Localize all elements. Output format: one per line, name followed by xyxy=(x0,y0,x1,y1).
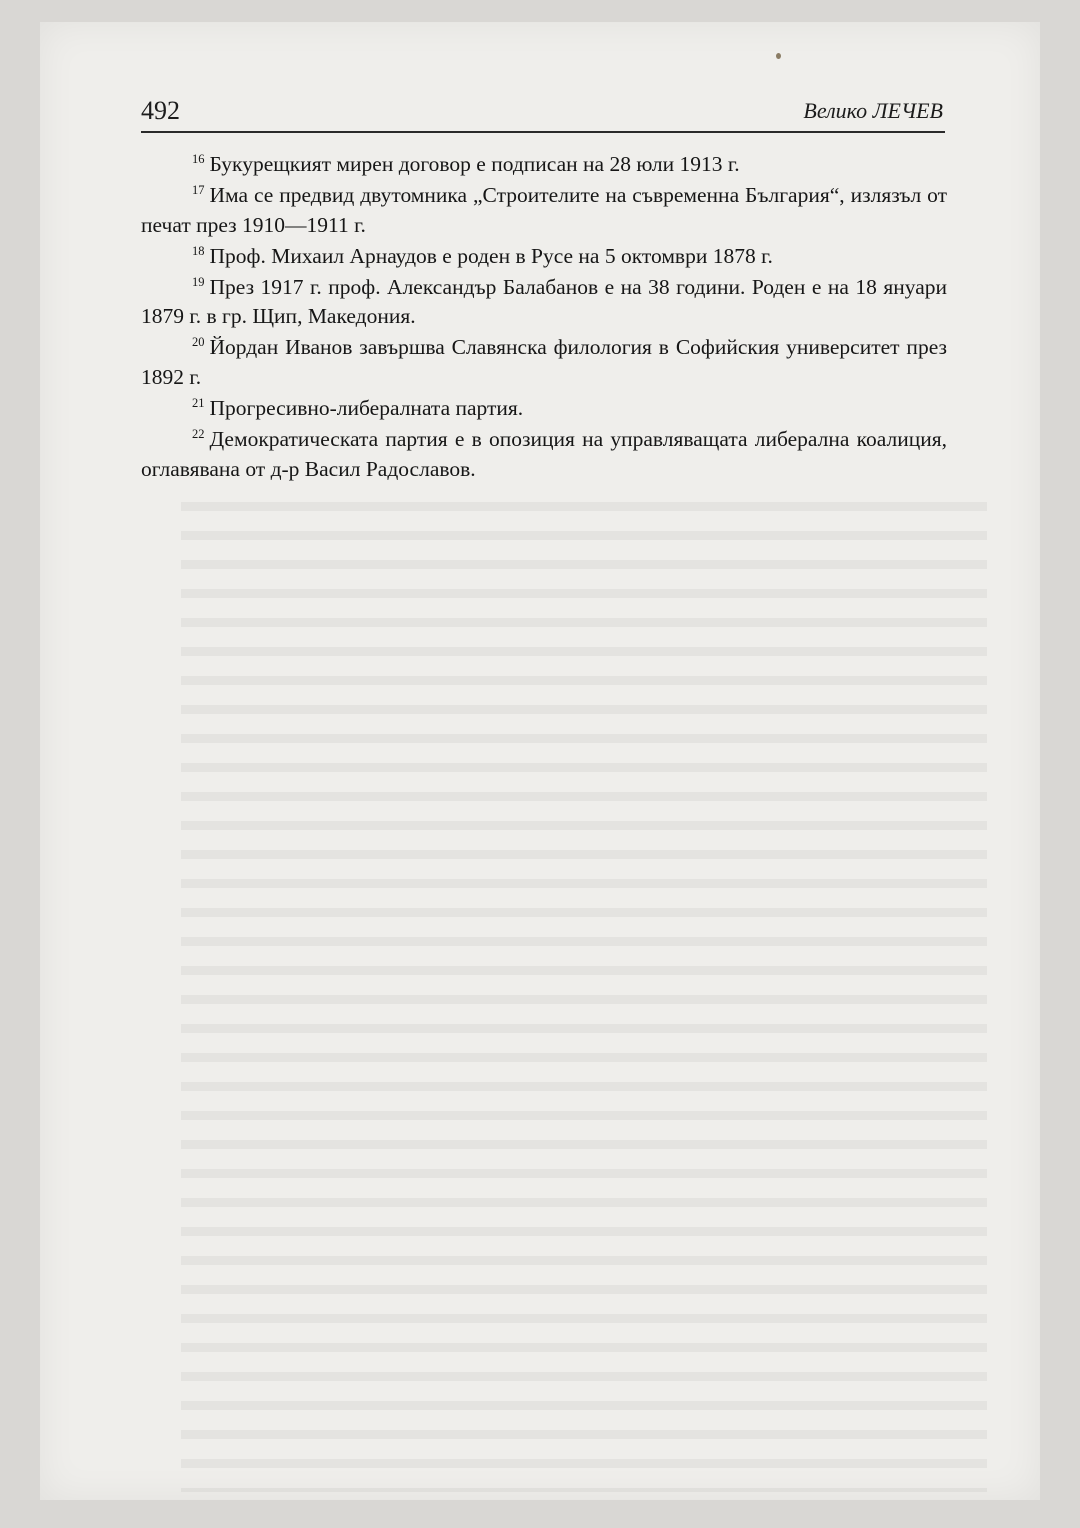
footnote xyxy=(141,333,947,392)
header-rule xyxy=(141,131,945,133)
footnote xyxy=(141,425,947,484)
footnote xyxy=(141,181,947,240)
footnote-text: Йордан Иванов завършва Славянска филология в Софийския университет през 1892 г. xyxy=(141,335,947,389)
page-header xyxy=(141,96,945,130)
footnote xyxy=(141,150,947,180)
bleed-through-texture xyxy=(181,492,987,1492)
footnote-number: 22 xyxy=(192,427,205,442)
footnote-text: Проф. Михаил Арнаудов е роден в Русе на 5 октомври 1878 г. xyxy=(209,243,773,268)
footnote xyxy=(141,242,947,272)
footnote-number: 17 xyxy=(192,183,205,198)
footnote-text: Демократическата партия е в опозиция на управляващата либерална коалиция, оглавявана от д-р Васил Радославов. xyxy=(141,427,947,481)
footnote-number: 16 xyxy=(192,152,205,166)
footnote-number: 19 xyxy=(192,274,205,289)
footnote-text: Прогресивно-либералната партия. xyxy=(209,395,524,420)
footnote-text: Има се предвид двутомника „Строителите на съвременна България“, излязъл от печат през 1910—1911 г. xyxy=(141,183,947,237)
footnotes xyxy=(141,150,947,486)
footnote xyxy=(141,273,947,332)
page-number: 492 xyxy=(141,96,180,125)
footnote-number: 21 xyxy=(192,395,205,410)
ink-speck xyxy=(776,53,781,59)
running-head-author: Велико ЛЕЧЕВ xyxy=(803,98,943,123)
footnote-number: 20 xyxy=(192,335,205,350)
footnote-text: Букурещкият мирен договор е подписан на 28 юли 1913 г. xyxy=(209,152,740,176)
footnote-text: През 1917 г. проф. Александър Балабанов е на 38 години. Роден е на 18 януари 1879 г. в гр. Щип, Македония. xyxy=(141,274,947,329)
footnote xyxy=(141,394,947,424)
footnote-number: 18 xyxy=(192,243,205,258)
